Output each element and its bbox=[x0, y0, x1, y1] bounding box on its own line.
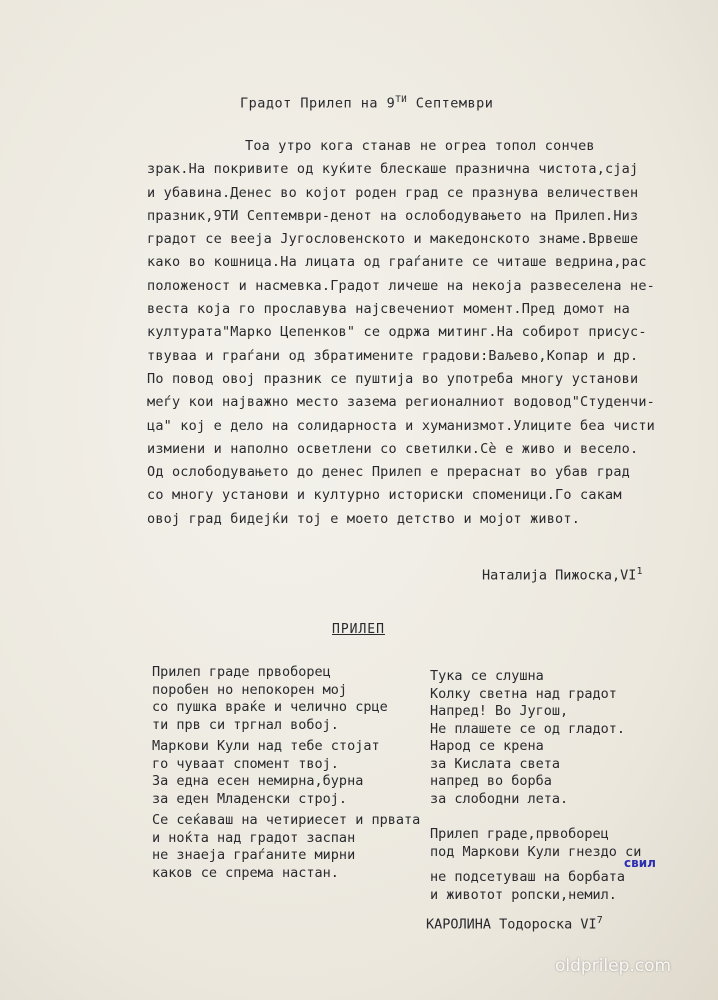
article-line: празник,9ТИ Септември-денот на ослободувањето на Прилеп.Низ bbox=[147, 207, 639, 224]
article-line: зрак.На покривите од куќите блескаше празнична чистота,сјај bbox=[147, 161, 639, 178]
poem-line: Тука се слушна bbox=[430, 668, 544, 684]
pen-correction: свил bbox=[624, 856, 656, 870]
poem-title: ПРИЛЕП bbox=[332, 622, 385, 637]
article-line: веста која го прославува најсвечениот момент.Пред домот на bbox=[147, 301, 631, 318]
poem-line: Не плашете се од гладот. bbox=[430, 720, 626, 737]
article-line: ца" кој е дело на солидарноста и хуманизмот.Улиците беа чисти bbox=[147, 417, 655, 434]
poem-line: не знаеја граѓаните мирни bbox=[152, 847, 356, 863]
title-main: Градот Прилеп на 9 bbox=[240, 95, 396, 112]
poem-line: со пушка враќе и челично срце bbox=[152, 699, 388, 715]
poem-line: за еден Младенски строј. bbox=[152, 790, 348, 807]
article-line: меѓу кои најважно место зазема регионалниот водовод"Студенчи- bbox=[147, 394, 655, 411]
poem-stanza-left-1 bbox=[152, 664, 388, 734]
poem-line: и ноќта над градот заспан bbox=[152, 829, 356, 846]
article-line: овој град бидејќи тој е моето детство и мојот живот. bbox=[147, 510, 581, 527]
poem-stanza-left-3 bbox=[152, 812, 420, 882]
poem-line: каков се спрема настан. bbox=[152, 864, 339, 881]
poem-line: За една есен немирна,бурна bbox=[152, 773, 364, 789]
poem-line: не подсетуваш на борбата bbox=[430, 869, 626, 885]
poem-line: напред во борба bbox=[430, 773, 552, 789]
poem-line: Народ се крена bbox=[430, 738, 544, 754]
poem-line: под Маркови Кули гнездо си bbox=[430, 843, 642, 860]
article-line: Тоа утро кога станав не огреа топол сончев bbox=[245, 138, 595, 154]
signature-superscript: 7 bbox=[596, 915, 603, 926]
article-line: твуваа и граѓани од збратимените градови:Ваљево,Копар и др. bbox=[147, 347, 639, 364]
poem-signature bbox=[426, 915, 603, 933]
poem-line: Се сеќаваш на четириесет и првата bbox=[152, 812, 421, 828]
poem-stanza-right-2 bbox=[430, 738, 568, 808]
signature-superscript: 1 bbox=[636, 566, 643, 577]
poem-line: го чуваат спомент твој. bbox=[152, 755, 339, 772]
article-line: положеност и насмевка.Градот личеше на некоја развеселена не- bbox=[147, 277, 655, 294]
signature-name: Наталија Пижоска,VI bbox=[482, 567, 637, 584]
poem-line: и животот ропски,немил. bbox=[430, 886, 617, 903]
poem-line: поробен но непокорен мој bbox=[152, 681, 348, 698]
poem-line: за слободни лета. bbox=[430, 790, 569, 807]
article-line: со многу установи и културно историски споменици.Го сакам bbox=[147, 487, 622, 504]
article-line: културата"Марко Цепенков" се одржа митинг.На собирот присус- bbox=[147, 324, 647, 341]
poem-line: за Кислата света bbox=[430, 755, 561, 772]
article-line: По повод овој празник се пуштија во употреба многу установи bbox=[147, 370, 639, 387]
article-line: и убавина.Денес во којот роден град се празнува величествен bbox=[147, 184, 639, 201]
poem-line: Прилеп граде,првоборец bbox=[430, 826, 609, 842]
poem-line: ти прв си тргнал вобој. bbox=[152, 716, 339, 733]
poem-stanza-left-2 bbox=[152, 738, 380, 808]
article-body bbox=[147, 135, 687, 531]
poem-stanza-right-3 bbox=[430, 826, 641, 904]
article-title bbox=[240, 95, 493, 112]
title-superscript: ТИ bbox=[395, 95, 408, 105]
signature-name: КАРОЛИНА Тодороска VI bbox=[426, 916, 597, 933]
article-signature bbox=[482, 566, 642, 584]
poem-line: Напред! Во Југош, bbox=[430, 703, 569, 719]
article-line: градот се вееја Југословенското и македонското знаме.Врвеше bbox=[147, 231, 639, 248]
article-line: Од ослободувањето до денес Прилеп е прераснат во убав град bbox=[147, 464, 631, 481]
poem-line: Маркови Кули над тебе стојат bbox=[152, 738, 380, 754]
watermark: oldprilep.com bbox=[555, 956, 672, 976]
poem-stanza-right-1 bbox=[430, 668, 625, 738]
poem-line: Прилеп граде првоборец bbox=[152, 664, 331, 680]
article-line: измиени и наполно осветлени со светилки.Сѐ е живо и весело. bbox=[147, 440, 639, 457]
article-line: како во кошница.На лицата од граѓаните се читаше ведрина,рас bbox=[147, 254, 647, 271]
poem-line: Колку светна над градот bbox=[430, 685, 617, 702]
title-end: Септември bbox=[407, 95, 494, 112]
